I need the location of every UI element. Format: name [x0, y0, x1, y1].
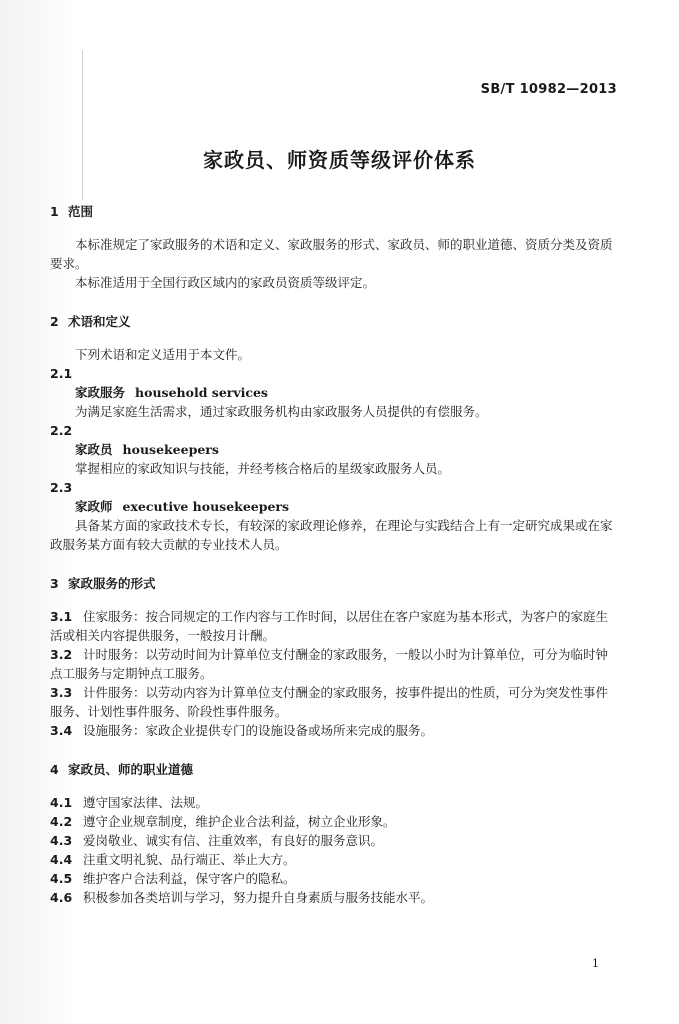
- section-number: 3: [50, 576, 59, 591]
- item-number: 4.1: [50, 795, 73, 810]
- list-item: [50, 683, 620, 721]
- list-item: [50, 888, 620, 907]
- term-number: 2.1: [50, 366, 73, 381]
- item-text: 遵守企业规章制度，维护企业合法利益，树立企业形象。: [83, 814, 396, 829]
- item-number: 3.4: [50, 723, 73, 738]
- section-title: 家政员、师的职业道德: [68, 762, 194, 777]
- section-title: 范围: [68, 204, 94, 219]
- page-number: 1: [592, 957, 599, 970]
- term-cn: 家政服务: [75, 385, 126, 400]
- item-text: 注重文明礼貌、品行端正、举止大方。: [83, 852, 296, 867]
- list-item: [50, 831, 620, 850]
- item-text: 维护客户合法利益，保守客户的隐私。: [83, 871, 296, 886]
- section-3-heading: [50, 574, 620, 593]
- scope-paragraph-1: 本标准规定了家政服务的术语和定义、家政服务的形式、家政员、师的职业道德、资质分类及资质要求。: [50, 237, 613, 271]
- item-text: 设施服务：家政企业提供专门的设施设备或场所来完成的服务。: [83, 723, 434, 738]
- term-number: 2.2: [50, 423, 73, 438]
- term-cn: 家政员: [75, 442, 113, 457]
- list-item: [50, 721, 620, 740]
- term-en: housekeepers: [122, 442, 219, 457]
- section-title: 术语和定义: [68, 314, 131, 329]
- term-definition: 具备某方面的家政技术专长，有较深的家政理论修养，在理论与实践结合上有一定研究成果或在家政服务某方面有较大贡献的专业技术人员。: [50, 518, 613, 552]
- section-1-heading: [50, 202, 620, 221]
- term-heading: [50, 497, 620, 516]
- section-title: 家政服务的形式: [68, 576, 156, 591]
- term-definition: 掌握相应的家政知识与技能，并经考核合格后的星级家政服务人员。: [75, 461, 451, 476]
- item-text: 计件服务：以劳动内容为计算单位支付酬金的家政服务，按事件提出的性质，可分为突发性事件服务、计划性事件服务、阶段性事件服务。: [50, 685, 609, 719]
- scope-paragraph-2: 本标准适用于全国行政区域内的家政员资质等级评定。: [75, 275, 376, 290]
- term-en: household services: [135, 385, 268, 400]
- item-number: 3.3: [50, 685, 73, 700]
- section-4-heading: [50, 760, 620, 779]
- list-item: [50, 850, 620, 869]
- term-heading: [50, 440, 620, 459]
- item-text: 积极参加各类培训与学习，努力提升自身素质与服务技能水平。: [83, 890, 434, 905]
- term-number: 2.3: [50, 480, 73, 495]
- item-number: 3.2: [50, 647, 73, 662]
- section-2-heading: [50, 312, 620, 331]
- term-cn: 家政师: [75, 499, 113, 514]
- item-number: 4.6: [50, 890, 73, 905]
- term-en: executive housekeepers: [122, 499, 290, 514]
- list-item: [50, 793, 620, 812]
- list-item: [50, 869, 620, 888]
- item-text: 爱岗敬业、诚实有信、注重效率，有良好的服务意识。: [83, 833, 384, 848]
- document-title: 家政员、师资质等级评价体系: [203, 148, 476, 172]
- list-item: [50, 812, 620, 831]
- scan-artifact-line: [82, 50, 83, 200]
- item-text: 计时服务：以劳动时间为计算单位支付酬金的家政服务，一般以小时为计算单位，可分为临时钟点工服务与定期钟点工服务。: [50, 647, 609, 681]
- section-number: 4: [50, 762, 59, 777]
- standard-code: SB/T 10982—2013: [480, 82, 617, 97]
- term-heading: [50, 383, 620, 402]
- term-definition: 为满足家庭生活需求，通过家政服务机构由家政服务人员提供的有偿服务。: [75, 404, 488, 419]
- item-number: 4.2: [50, 814, 73, 829]
- item-text: 住家服务：按合同规定的工作内容与工作时间，以居住在客户家庭为基本形式，为客户的家庭生活或相关内容提供服务，一般按月计酬。: [50, 609, 609, 643]
- item-number: 3.1: [50, 609, 73, 624]
- section-number: 1: [50, 204, 59, 219]
- list-item: [50, 607, 620, 645]
- item-number: 4.4: [50, 852, 73, 867]
- list-item: [50, 645, 620, 683]
- item-text: 遵守国家法律、法规。: [83, 795, 209, 810]
- document-body: [50, 202, 620, 907]
- item-number: 4.3: [50, 833, 73, 848]
- section-number: 2: [50, 314, 59, 329]
- terms-intro: 下列术语和定义适用于本文件。: [75, 347, 251, 362]
- item-number: 4.5: [50, 871, 73, 886]
